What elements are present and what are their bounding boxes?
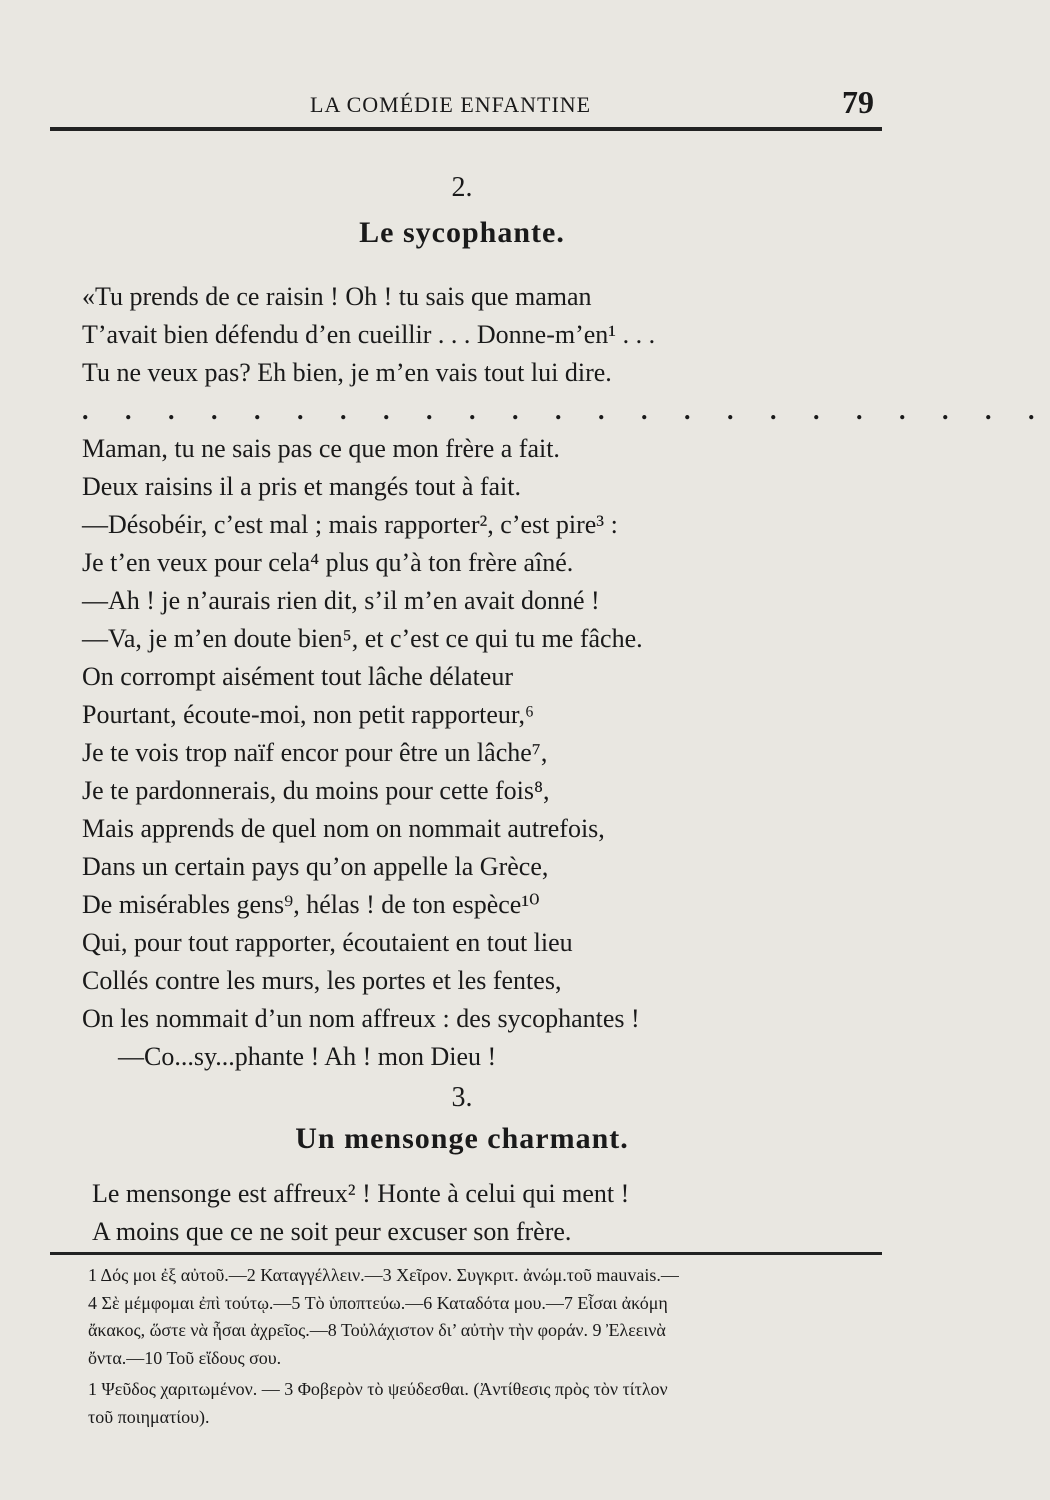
verse-line: Je te vois trop naïf encor pour être un lâche⁷, [82,738,548,767]
verse-line: —Ah ! je n’aurais rien dit, s’il m’en avait donné ! [82,586,600,615]
verse-line: Tu ne veux pas? Eh bien, je m’en vais tout lui dire. [82,358,612,387]
section-2-title: Le sycophante. [359,216,565,249]
verse-line: T’avait bien défendu d’en cueillir . . . Donne-m’en¹ . . . [82,320,656,349]
verse-line: On corrompt aisément tout lâche délateur [82,662,514,691]
verse-line: Pourtant, écoute-moi, non petit rapporteur,⁶ [82,700,535,729]
verse-line: Le mensonge est affreux² ! Honte à celui qui ment ! [92,1179,630,1208]
verse-line: On les nommait d’un nom affreux : des sycophantes ! [82,1004,640,1033]
verse-line: —Co...sy...phante ! Ah ! mon Dieu ! [118,1042,497,1071]
verse-line: Qui, pour tout rapporter, écoutaient en tout lieu [82,928,573,957]
verse-line: —Désobéir, c’est mal ; mais rapporter², c’est pire³ : [82,510,618,539]
verse-line: Mais apprends de quel nom on nommait autrefois, [82,814,605,843]
verse-line: Deux raisins il a pris et mangés tout à fait. [82,472,522,501]
verse-line: —Va, je m’en doute bien⁵, et c’est ce qui tu me fâche. [82,624,643,653]
section-2-number: 2. [451,172,473,203]
running-head-title: LA COMÉDIE ENFANTINE [310,92,592,117]
verse-line: Dans un certain pays qu’on appelle la Grèce, [82,852,549,881]
page-number: 79 [842,84,874,120]
footnotes [88,1262,894,1431]
verse-line: «Tu prends de ce raisin ! Oh ! tu sais que maman [82,282,592,311]
section-3-poem [92,1175,892,1251]
section-2-poem [82,278,1050,1076]
footnote-line: 1 Ψεῦδος χαριτωμένον. — 3 Φοβερὸν τὸ ψεύδεσθαι. (Ἀντίθεσις πρὸς τὸν τίτλον [88,1379,668,1399]
running-head [48,84,880,128]
verse-line: Maman, tu ne sais pas ce que mon frère a fait. [82,434,560,463]
ellipsis-row: . . . . . . . . . . . . . . . . . . . . . . . [82,396,1050,425]
footnote-rule [50,1252,882,1255]
footnote-line: ἄκακος, ὥστε νὰ ἦσαι ἀχρεῖος.—8 Τοὐλάχιστον δι’ αὐτὴν τὴν φοράν. 9 Ἐλεεινὰ [88,1320,666,1340]
verse-line: Je t’en veux pour cela⁴ plus qu’à ton frère aîné. [82,548,574,577]
footnote-line: 4 Σὲ μέμφομαι ἐπὶ τούτῳ.—5 Τὸ ὑποπτεύω.—6 Καταδότα μου.—7 Εἶσαι ἀκόμη [88,1292,668,1313]
verse-line: Collés contre les murs, les portes et les fentes, [82,966,562,995]
header-rule [50,127,882,131]
section-3-number: 3. [451,1082,473,1113]
verse-line: De misérables gens⁹, hélas ! de ton espèce¹⁰ [82,890,540,919]
section-3-title: Un mensonge charmant. [295,1122,629,1155]
verse-line: A moins que ce ne soit peur excuser son frère. [92,1217,572,1246]
footnote-line: ὄντα.—10 Τοῦ εἴδους σου. [88,1347,282,1368]
footnote-line: 1 Δός μοι ἐξ αὐτοῦ.—2 Καταγγέλλειν.—3 Χεῖρον. Συγκριτ. ἀνώμ.τοῦ mauvais.— [88,1265,679,1285]
verse-line: Je te pardonnerais, du moins pour cette fois⁸, [82,776,550,805]
footnote-line: τοῦ ποιηματίου). [88,1406,210,1427]
